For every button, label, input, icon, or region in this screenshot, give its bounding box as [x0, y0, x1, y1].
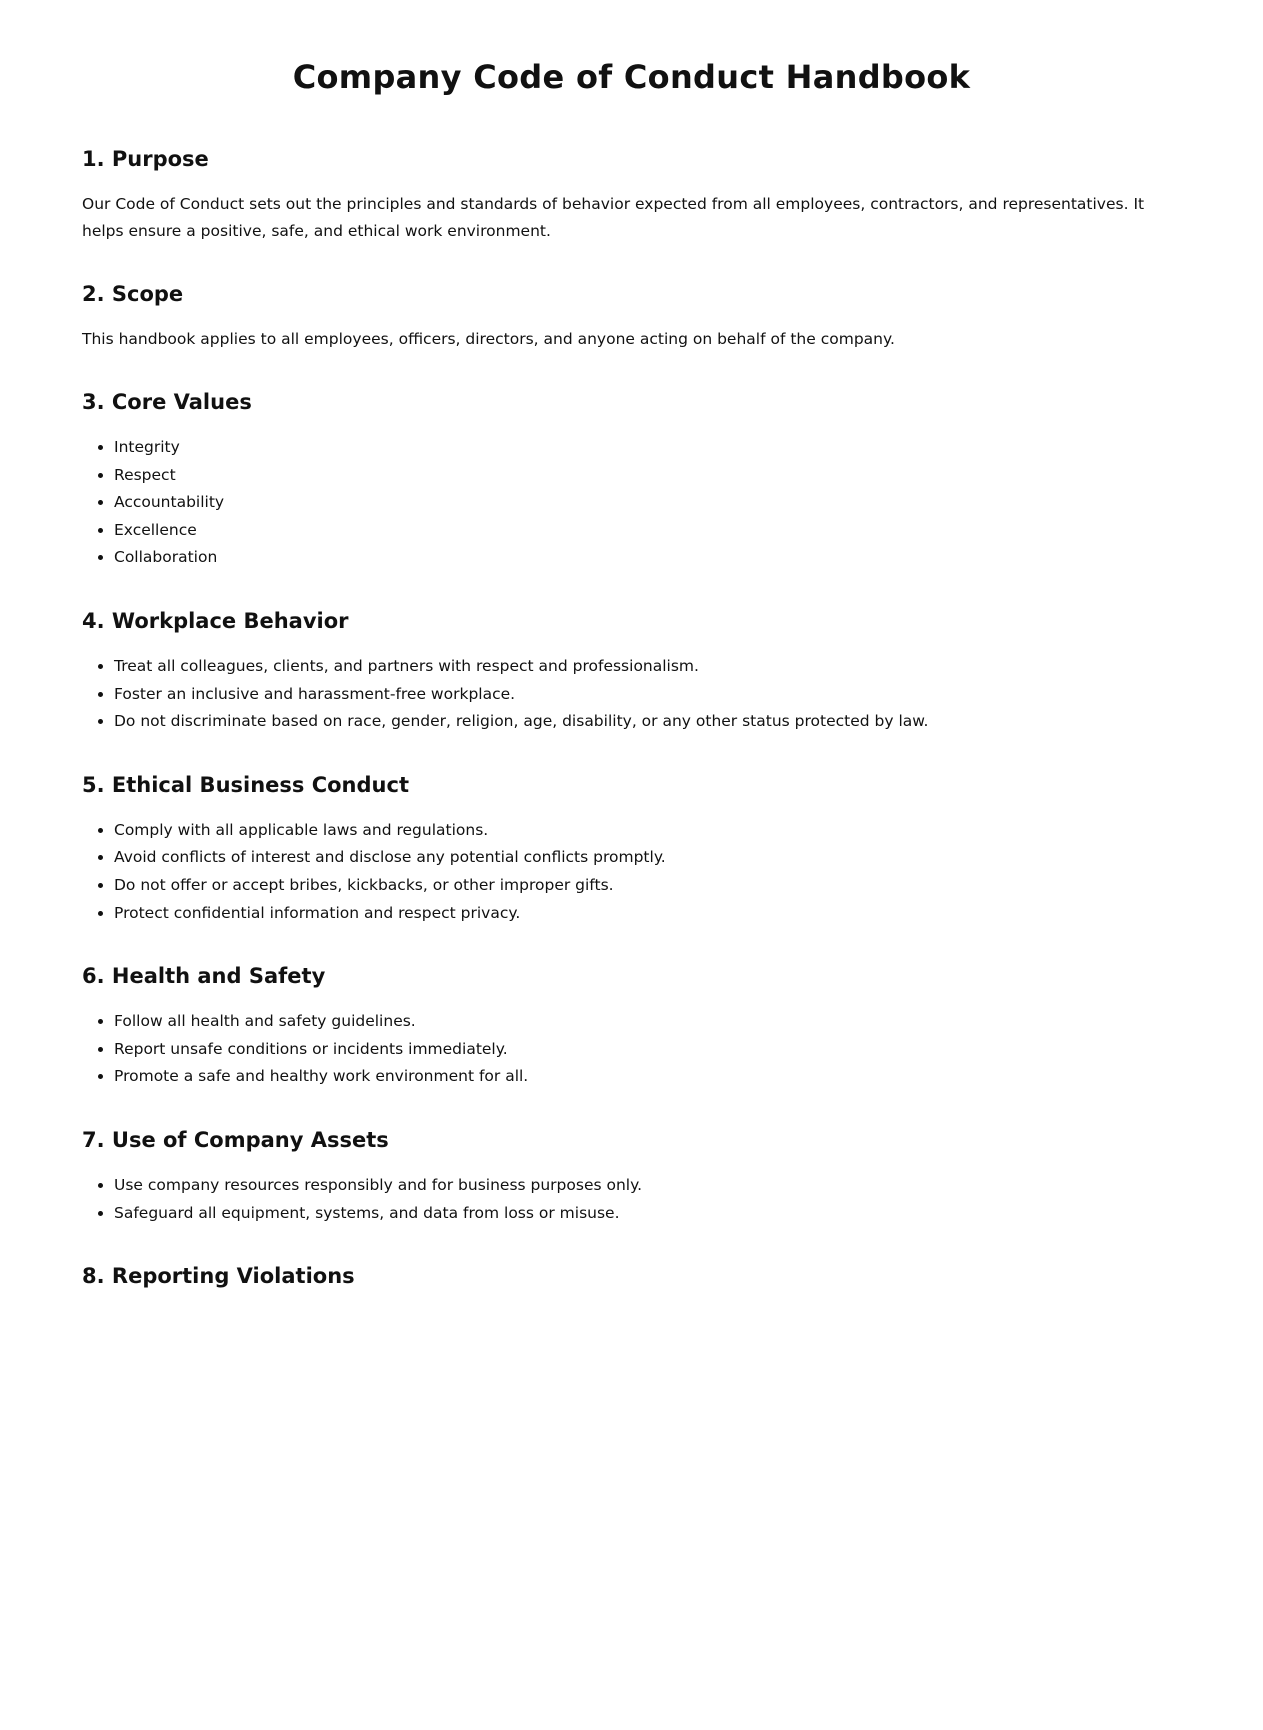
list-item: • Collaboration [114, 544, 1181, 572]
section-workplace-behavior [82, 606, 1181, 736]
list-item: • Do not discriminate based on race, gender, religion, age, disability, or any other status protected by law. [114, 708, 1181, 736]
section-heading: 1. Purpose [82, 147, 209, 171]
bullet-list [82, 1008, 1181, 1091]
bullet-list [82, 434, 1181, 572]
section-core-values [82, 387, 1181, 572]
section-heading: 4. Workplace Behavior [82, 608, 349, 633]
list-item: • Foster an inclusive and harassment-free workplace. [114, 681, 1181, 709]
list-item: • Promote a safe and healthy work environment for all. [114, 1063, 1181, 1091]
section-heading: 5. Ethical Business Conduct [82, 772, 409, 797]
list-item: • Do not offer or accept bribes, kickbacks, or other improper gifts. [114, 872, 1181, 900]
section-heading: 8. Reporting Violations [82, 1264, 355, 1289]
section-heading: 6. Health and Safety [82, 964, 326, 989]
list-item: • Respect [114, 462, 1181, 490]
bullet-list [82, 1172, 1181, 1227]
list-item: • Treat all colleagues, clients, and partners with respect and professionalism. [114, 653, 1181, 681]
section-ethical-business-conduct [82, 770, 1181, 927]
section-scope [82, 279, 1181, 353]
list-item: • Use company resources responsibly and for business purposes only. [114, 1172, 1181, 1200]
section-paragraph: This handbook applies to all employees, officers, directors, and anyone acting on behalf of the company. [82, 330, 895, 348]
section-health-and-safety [82, 961, 1181, 1091]
list-item: • Accountability [114, 489, 1181, 517]
list-item: • Report unsafe conditions or incidents immediately. [114, 1036, 1181, 1064]
list-item: • Excellence [114, 517, 1181, 545]
bullet-list [82, 817, 1181, 927]
section-heading: 3. Core Values [82, 390, 252, 414]
section-reporting-violations [82, 1261, 1181, 1291]
section-paragraph: Our Code of Conduct sets out the principles and standards of behavior expected from all employees, contractors, and representatives. It helps ensure a positive, safe, and ethical work environment. [82, 195, 1145, 240]
page-title: Company Code of Conduct Handbook [292, 58, 971, 96]
list-item: • Protect confidential information and respect privacy. [114, 900, 1181, 928]
list-item: • Comply with all applicable laws and regulations. [114, 817, 1181, 845]
list-item: • Avoid conflicts of interest and disclose any potential conflicts promptly. [114, 844, 1181, 872]
list-item: • Follow all health and safety guidelines. [114, 1008, 1181, 1036]
section-heading: 7. Use of Company Assets [82, 1127, 389, 1152]
section-use-of-company-assets [82, 1125, 1181, 1227]
bullet-list [82, 653, 1181, 736]
list-item: • Safeguard all equipment, systems, and data from loss or misuse. [114, 1200, 1181, 1228]
sections-container [82, 144, 1181, 1291]
list-item: • Integrity [114, 434, 1181, 462]
section-heading: 2. Scope [82, 282, 184, 306]
section-purpose [82, 144, 1181, 245]
